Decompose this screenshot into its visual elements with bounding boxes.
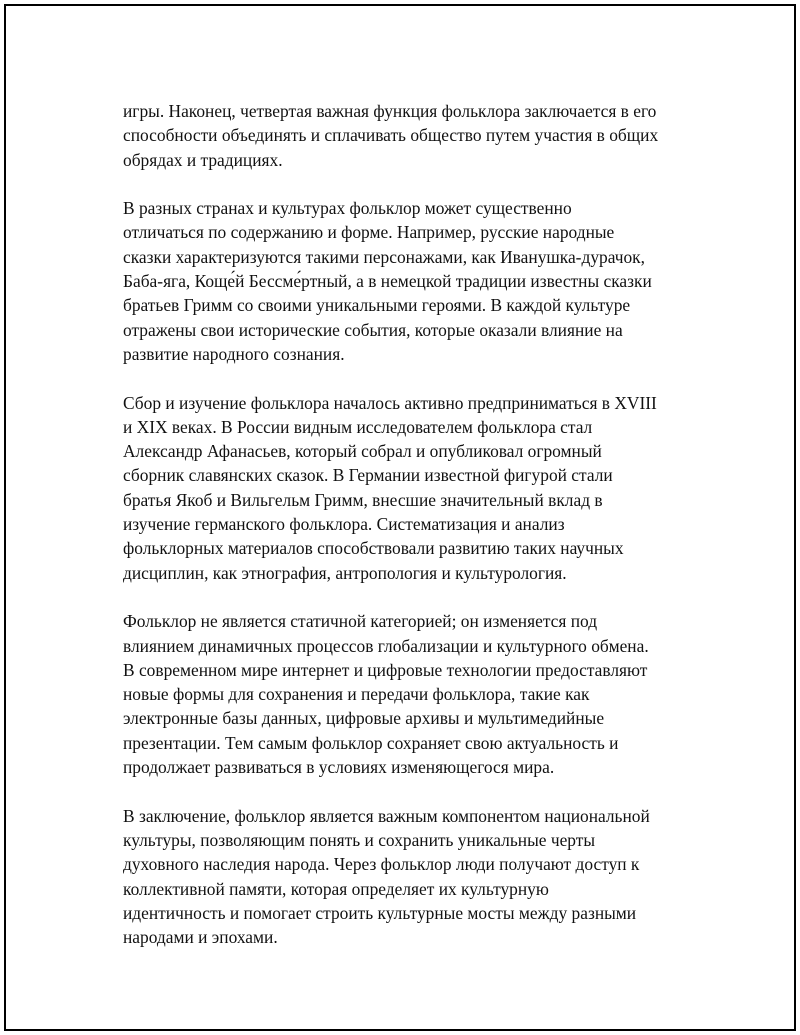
text-line: идентичность и помогает строить культурные мосты между разными xyxy=(123,902,637,923)
text-line: способности объединять и сплачивать общество путем участия в общих xyxy=(123,125,659,146)
text-line: новые формы для сохранения и передачи фольклора, такие как xyxy=(123,684,590,705)
text-line: дисциплин, как этнография, антропология и культурология. xyxy=(123,562,567,583)
text-line: изучение германского фольклора. Систематизация и анализ xyxy=(123,514,565,535)
text-line: братья Якоб и Вильгельм Гримм, внесшие значительный вклад в xyxy=(123,489,603,510)
text-line: игры. Наконец, четвертая важная функция фольклора заключается в его xyxy=(123,101,657,121)
text-line: влиянием динамичных процессов глобализации и культурного обмена. xyxy=(123,635,649,656)
text-line: сказки характеризуются такими персонажами, как Иванушка-дурачок, xyxy=(123,246,645,267)
paragraph-4 xyxy=(123,609,693,779)
text-line: развитие народного сознания. xyxy=(123,343,345,364)
text-line: продолжает развиваться в условиях изменяющегося мира. xyxy=(123,757,555,778)
text-line: В разных странах и культурах фольклор может существенно xyxy=(123,198,572,219)
paragraph-3 xyxy=(123,391,693,585)
text-line: сборник славянских сказок. В Германии известной фигурой стали xyxy=(123,465,613,486)
text-line: братьев Гримм со своими уникальными героями. В каждой культуре xyxy=(123,295,631,316)
page-frame xyxy=(4,4,796,1031)
text-line: отражены свои исторические события, которые оказали влияние на xyxy=(123,319,623,340)
paragraph-5 xyxy=(123,804,693,950)
text-line: отличаться по содержанию и форме. Например, русские народные xyxy=(123,222,615,243)
text-line: В современном мире интернет и цифровые технологии предоставляют xyxy=(123,659,648,680)
text-line: В заключение, фольклор является важным компонентом национальной xyxy=(123,805,650,826)
document-body xyxy=(123,99,693,974)
paragraph-1 xyxy=(123,99,693,172)
text-line: презентации. Тем самым фольклор сохраняет свою актуальность и xyxy=(123,732,619,753)
text-line: Баба-яга, Коще́й Бессме́ртный, а в немецкой традиции известны сказки xyxy=(123,271,652,292)
text-line: народами и эпохами. xyxy=(123,927,278,948)
text-line: духовного наследия народа. Через фольклор люди получают доступ к xyxy=(123,854,640,875)
text-line: культуры, позволяющим понять и сохранить уникальные черты xyxy=(123,829,596,850)
text-line: обрядах и традициях. xyxy=(123,149,283,170)
text-line: Сбор и изучение фольклора началось активно предприниматься в XVIII xyxy=(123,392,657,413)
paragraph-2 xyxy=(123,196,693,366)
text-line: фольклорных материалов способствовали развитию таких научных xyxy=(123,538,624,559)
text-line: Александр Афанасьев, который собрал и опубликовал огромный xyxy=(123,441,602,462)
text-line: электронные базы данных, цифровые архивы и мультимедийные xyxy=(123,708,605,729)
text-line: и XIX веках. В России видным исследователем фольклора стал xyxy=(123,416,593,437)
text-line: коллективной памяти, которая определяет их культурную xyxy=(123,878,549,899)
text-line: Фольклор не является статичной категорией; он изменяется под xyxy=(123,611,598,632)
